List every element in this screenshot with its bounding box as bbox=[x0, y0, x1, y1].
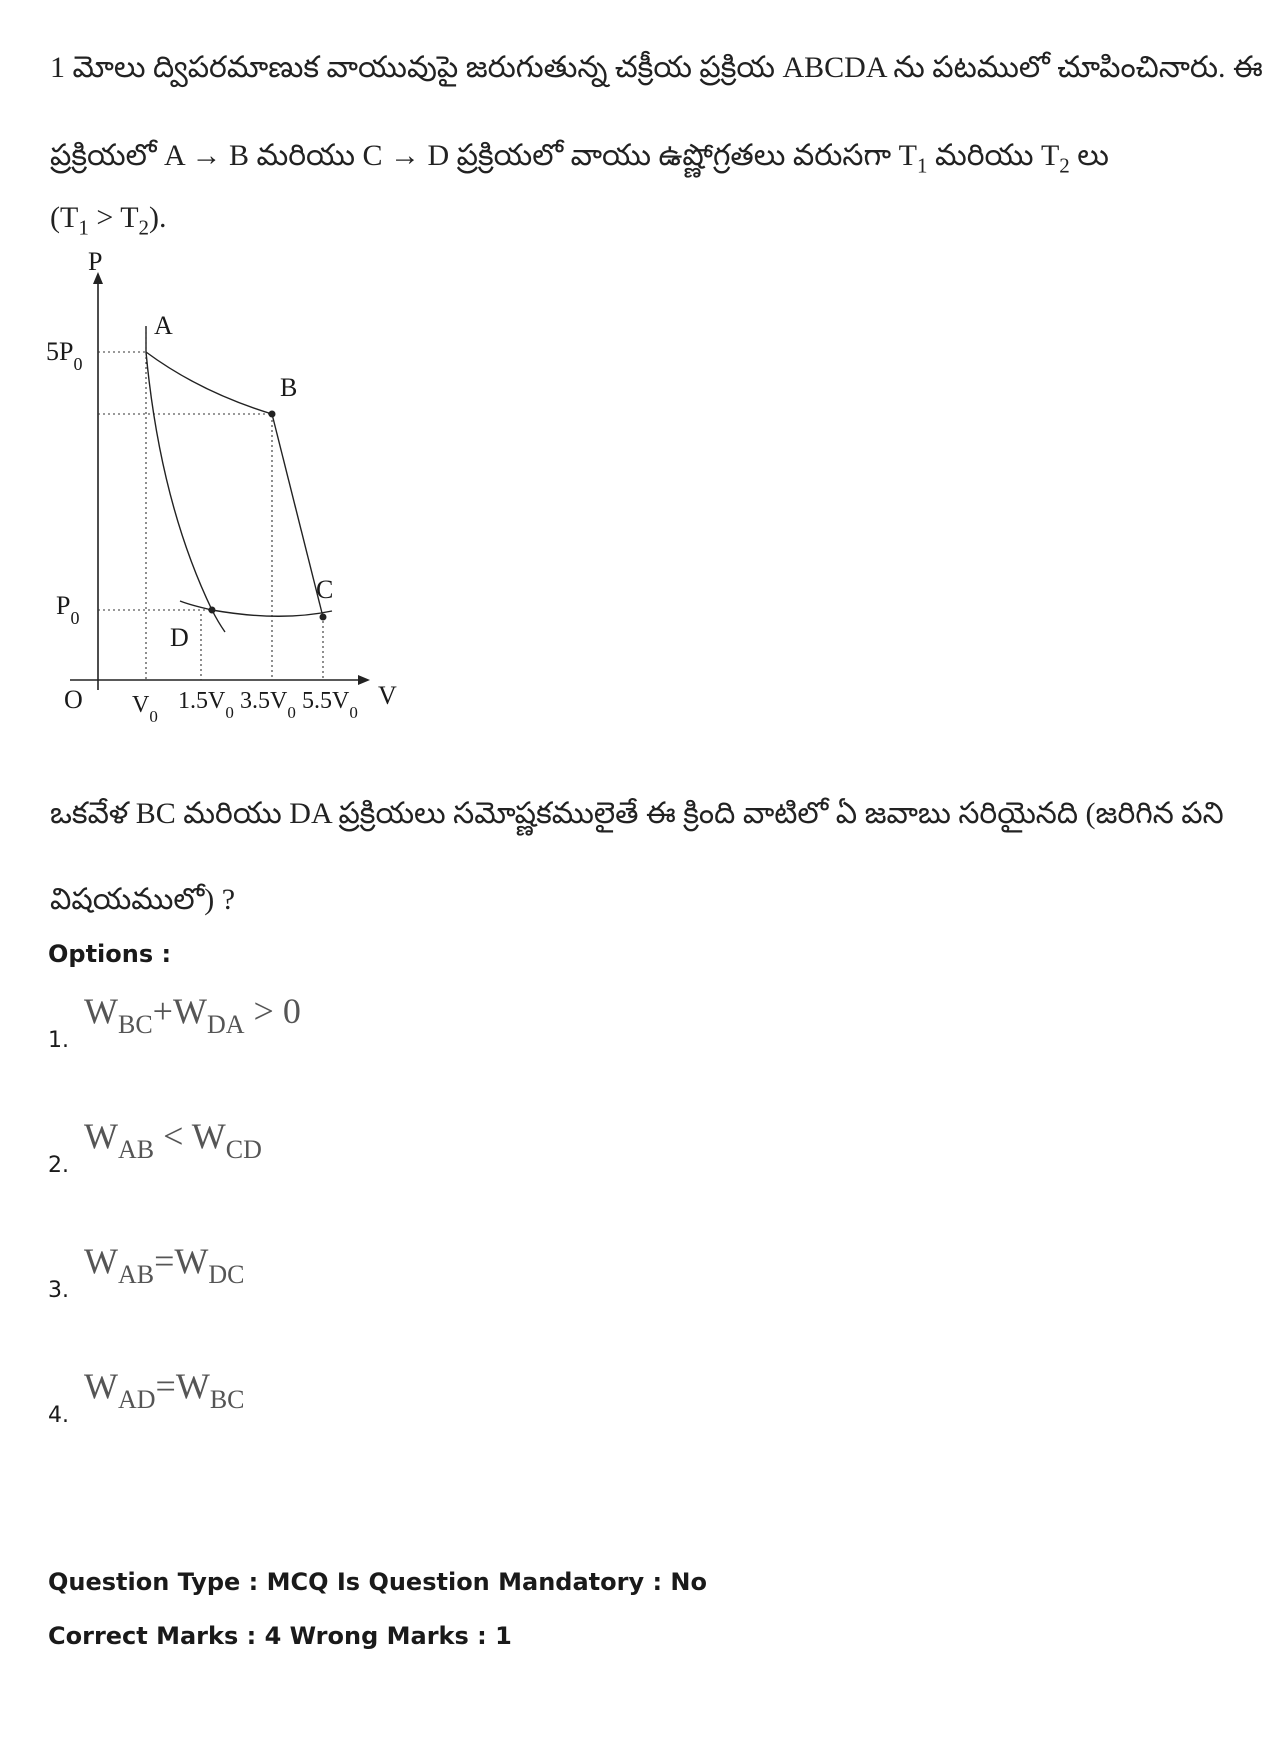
point-label-b: B bbox=[280, 373, 298, 402]
question-line-3-open: (T bbox=[50, 201, 79, 234]
option-number: 1. bbox=[48, 1028, 69, 1053]
curve-cd bbox=[180, 601, 332, 616]
option-formula: $W_{AB}=W_{DC}$ bbox=[84, 1241, 245, 1289]
question-line-1: 1 మోలు ద్విపరమాణుక వాయువుపై జరుగుతున్న చక్రీయ ప్రక్రియ ABCDA ను పటములో చూపించినారు. ఈ bbox=[50, 51, 1263, 84]
option-formula: $W_{BC}+W_{DA} > 0$ bbox=[84, 991, 301, 1039]
question-line-2-text: ప్రక్రియలో A → B మరియు C → D ప్రక్రియలో వాయు ఉష్ణోగ్రతలు వరుసగా T bbox=[50, 139, 917, 172]
options-heading: Options : bbox=[48, 940, 172, 968]
p-label-p0: $P_0$ bbox=[56, 591, 80, 628]
option-number: 4. bbox=[48, 1403, 69, 1428]
option-formula: $W_{AD}=W_{BC}$ bbox=[84, 1366, 245, 1414]
curve-da bbox=[146, 352, 225, 632]
question-line-2-end: లు bbox=[1069, 139, 1109, 172]
question-line-3-mid: > T bbox=[88, 201, 139, 234]
t1-subscript: 1 bbox=[78, 215, 89, 240]
option-number: 3. bbox=[48, 1278, 69, 1303]
question-line-4: ఒకవేళ BC మరియు DA ప్రక్రియలు సమోష్ణకములైతే ఈ క్రింది వాటిలో ఏ జవాబు సరియైనది (జరిగిన పని bbox=[50, 797, 1224, 830]
question-line-2-mid: మరియు T bbox=[927, 139, 1060, 172]
point-label-a: A bbox=[154, 311, 173, 340]
question-line-2 bbox=[50, 136, 1109, 185]
y-axis-label: P bbox=[88, 247, 103, 276]
question-line-3-close: ). bbox=[149, 201, 167, 234]
marks-line: Correct Marks : 4 Wrong Marks : 1 bbox=[48, 1622, 512, 1650]
curve-ab bbox=[146, 352, 272, 414]
v-label-5-5v0: $5.5V_0$ bbox=[302, 688, 358, 722]
origin-label: O bbox=[64, 685, 83, 714]
v-label-3-5v0: $3.5V_0$ bbox=[240, 688, 296, 722]
v-label-v0: $V_0$ bbox=[132, 692, 158, 726]
pv-diagram bbox=[40, 247, 420, 752]
option-formula: $W_{AB} < W_{CD}$ bbox=[84, 1116, 262, 1164]
t2-subscript: 2 bbox=[1059, 153, 1070, 178]
x-axis-arrow bbox=[358, 675, 370, 685]
question-line-5: విషయములో) ? bbox=[50, 883, 236, 916]
p-label-5p0: $5P_0$ bbox=[46, 337, 83, 374]
t1-subscript: 1 bbox=[916, 153, 928, 178]
x-axis-label: V bbox=[378, 681, 397, 710]
t2-subscript: 2 bbox=[138, 215, 150, 240]
point-c-dot bbox=[320, 614, 327, 621]
point-d-dot bbox=[209, 607, 216, 614]
v-label-1-5v0: $1.5V_0$ bbox=[178, 688, 234, 722]
question-line-3 bbox=[50, 198, 950, 247]
option-number: 2. bbox=[48, 1153, 69, 1178]
point-b-dot bbox=[269, 411, 276, 418]
question-type-line: Question Type : MCQ Is Question Mandatory : No bbox=[48, 1568, 707, 1596]
point-label-c: C bbox=[316, 575, 334, 604]
point-label-d: D bbox=[170, 623, 189, 652]
